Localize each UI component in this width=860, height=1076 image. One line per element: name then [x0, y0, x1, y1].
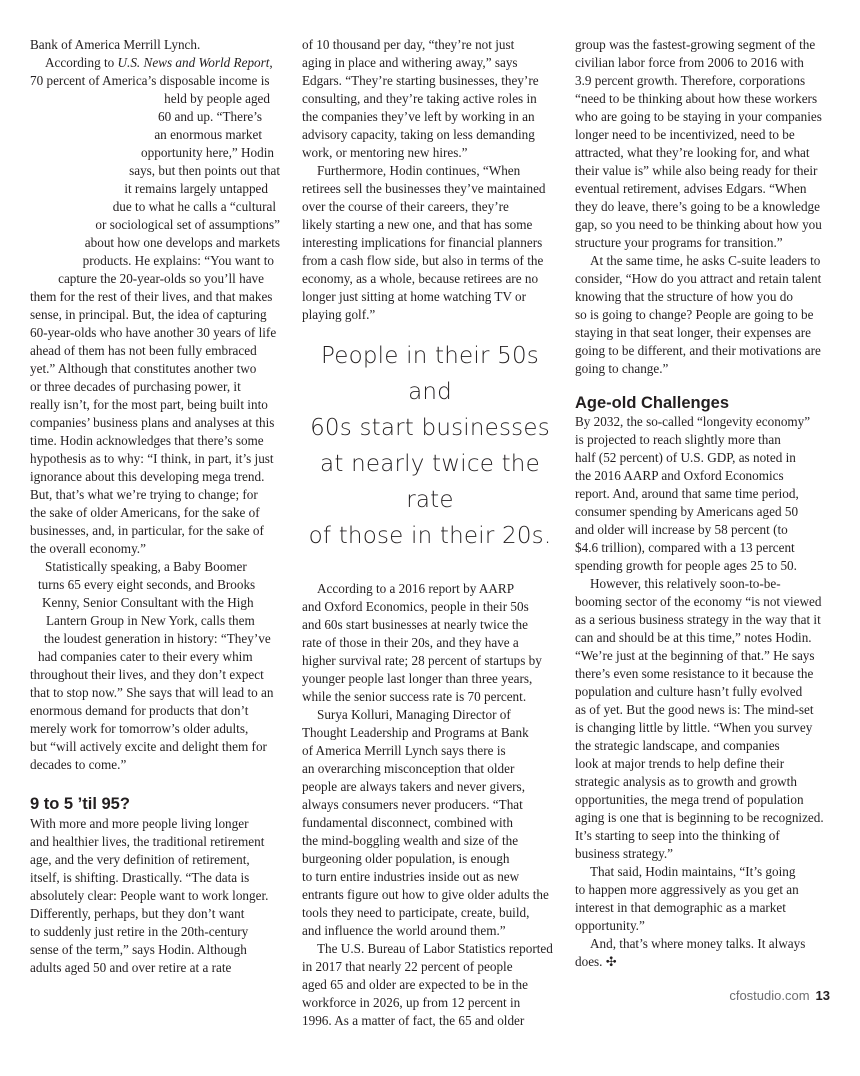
body-line: and 60s start businesses at nearly twice the: [302, 617, 528, 632]
body-line: “need to be thinking about how these workers: [575, 91, 818, 106]
body-line: 3.9 percent growth. Therefore, corporations: [575, 73, 806, 88]
body-line: due to what he calls a “cultural: [112, 199, 276, 214]
body-line: and influence the world around them.”: [302, 923, 506, 938]
body-line: spending growth for people ages 25 to 50.: [575, 558, 797, 573]
body-line: and older will increase by 58 percent (to: [575, 522, 788, 537]
body-line: the loudest generation in history: “They’ve: [44, 631, 271, 646]
body-line: or three decades of purchasing power, it: [30, 379, 241, 394]
body-line: economy, as a whole, because retirees are no: [302, 271, 539, 286]
section-heading: 9 to 5 ’til 95?: [30, 795, 130, 813]
pull-quote-line: People in their 50s and: [321, 343, 539, 405]
body-line: enormous demand for products that don’t: [30, 703, 249, 718]
body-line: playing golf.”: [302, 307, 376, 322]
body-line: workforce in 2026, up from 12 percent in: [302, 995, 521, 1010]
body-line: likely starting a new one, and that has some: [302, 217, 533, 232]
publication-title: U.S. News and World Report: [117, 55, 270, 70]
body-line: had companies cater to their every whim: [38, 649, 253, 664]
body-line: there’s even some resistance to it because the: [575, 666, 814, 681]
body-line: held by people aged: [164, 91, 270, 106]
pull-quote-line: of those in their 20s.: [308, 523, 552, 549]
body-line: fundamental disconnect, combined with: [302, 815, 513, 830]
body-line: to turn entire industries inside out as new: [302, 869, 520, 884]
body-line: hypothesis as to why: “I think, in part, it’s just: [30, 451, 274, 466]
body-line: booming sector of the economy “is not viewed: [575, 594, 822, 609]
body-line: the strategic landscape, and companies: [575, 738, 780, 753]
body-line: population and culture hasn’t fully evolved: [575, 684, 803, 699]
body-line: people are always takers and never givers,: [302, 779, 525, 794]
body-line: the 2016 AARP and Oxford Economics: [575, 468, 784, 483]
body-line: in 2017 that nearly 22 percent of people: [302, 959, 513, 974]
footer-site: cfostudio.com: [729, 988, 810, 1003]
page-number: 13: [815, 988, 830, 1003]
body-line: but “will actively excite and delight them for: [30, 739, 267, 754]
body-line: that to stop now.” She says that will lead to an: [30, 685, 274, 700]
body-line: staying in that seat longer, their expenses are: [575, 325, 812, 340]
body-line: going to be different, and their motivations are: [575, 343, 821, 358]
body-line: tools they need to participate, create, build,: [302, 905, 530, 920]
body-line: as a serious business strategy in the way that it: [575, 612, 821, 627]
body-line: and Oxford Economics, people in their 50s: [302, 599, 529, 614]
body-line: they do leave, there’s going to be a knowledge: [575, 199, 820, 214]
body-line: aged 65 and older are expected to be in the: [302, 977, 528, 992]
body-line: According to U.S. News and World Report,: [45, 55, 273, 70]
body-line: and healthier lives, the traditional retirement: [30, 834, 265, 849]
body-line: about how one develops and markets: [84, 235, 280, 250]
body-line: aging in place and withering away,” says: [302, 55, 518, 70]
body-line: to suddenly just retire in the 20th-century: [30, 924, 249, 939]
body-line: sense of the term,” says Hodin. Although: [30, 942, 247, 957]
body-line: interesting implications for financial planners: [302, 235, 543, 250]
body-line: 60-year-olds who have another 30 years of life: [30, 325, 277, 340]
article-column-1: [30, 36, 280, 977]
pull-quote: [302, 338, 558, 554]
body-line: Furthermore, Hodin continues, “When: [317, 163, 521, 178]
pull-quote-line: 60s start businesses: [310, 415, 550, 441]
body-line: According to a 2016 report by AARP: [317, 581, 515, 596]
section-heading: Age-old Challenges: [575, 394, 730, 412]
body-line: or sociological set of assumptions”: [95, 217, 280, 232]
body-line: an overarching misconception that older: [302, 761, 515, 776]
body-line: eventual retirement, advises Edgars. “When: [575, 181, 807, 196]
body-line: consider, “How do you attract and retain talent: [575, 271, 822, 286]
body-line: is changing little by little. “When you survey: [575, 720, 813, 735]
body-line: Thought Leadership and Programs at Bank: [302, 725, 529, 740]
body-line: With more and more people living longer: [30, 816, 249, 831]
page-footer: [729, 988, 830, 1003]
article-column-3: [575, 36, 833, 971]
body-line: does. ✣: [575, 954, 617, 969]
body-line: the mind-boggling wealth and size of the: [302, 833, 519, 848]
body-line: over the course of their careers, they’re: [302, 199, 509, 214]
body-line: their value is” while also being ready for their: [575, 163, 818, 178]
body-line: throughout their lives, and they don’t expect: [30, 667, 264, 682]
body-line: interest in that demographic as a market: [575, 900, 786, 915]
body-line: the sake of older Americans, for the sake of: [30, 505, 260, 520]
body-line: And, that’s where money talks. It always: [590, 936, 806, 951]
body-line: Edgars. “They’re starting businesses, they’re: [302, 73, 539, 88]
body-line: is projected to reach slightly more than: [575, 432, 781, 447]
body-line: of America Merrill Lynch says there is: [302, 743, 506, 758]
body-line: The U.S. Bureau of Labor Statistics reported: [317, 941, 553, 956]
body-line: civilian labor force from 2006 to 2016 with: [575, 55, 804, 70]
body-line: business strategy.”: [575, 846, 674, 861]
body-line: turns 65 every eight seconds, and Brooks: [38, 577, 256, 592]
body-line: adults aged 50 and over retire at a rate: [30, 960, 232, 975]
pull-quote-line: at nearly twice the rate: [320, 451, 540, 513]
body-line: higher survival rate; 28 percent of startups by: [302, 653, 542, 668]
body-line: decades to come.”: [30, 757, 127, 772]
body-line: really isn’t, for the most part, being built into: [30, 397, 268, 412]
body-line: companies’ business plans and analyses at this: [30, 415, 275, 430]
article-column-2: [302, 36, 558, 1030]
body-line: 1996. As a matter of fact, the 65 and older: [302, 1013, 525, 1028]
body-line: as of yet. But the good news is: The mind-set: [575, 702, 814, 717]
body-line: entrants figure out how to give older adults the: [302, 887, 549, 902]
body-line: It’s starting to seep into the thinking of: [575, 828, 780, 843]
body-line: longer need to be incentivized, need to be: [575, 127, 795, 142]
body-line: the overall economy.”: [30, 541, 146, 556]
body-line: Differently, perhaps, but they don’t want: [30, 906, 245, 921]
body-line: That said, Hodin maintains, “It’s going: [590, 864, 796, 879]
body-line: burgeoning older population, is enough: [302, 851, 510, 866]
body-line: sense, in principal. But, the idea of capturing: [30, 307, 267, 322]
body-line: At the same time, he asks C-suite leaders to: [590, 253, 821, 268]
body-line: rate of those in their 20s, and they have a: [302, 635, 519, 650]
body-line: absolutely clear: People want to work longer.: [30, 888, 269, 903]
body-line: businesses, and, in particular, for the sake of: [30, 523, 264, 538]
body-line: always consumers never producers. “That: [302, 797, 523, 812]
body-line: attracted, what they’re looking for, and what: [575, 145, 810, 160]
body-line: ahead of them has not been fully embraced: [30, 343, 257, 358]
body-line: 70 percent of America’s disposable income is: [30, 73, 270, 88]
body-line: age, and the very definition of retirement,: [30, 852, 250, 867]
body-line: “We’re just at the beginning of that.” He says: [575, 648, 815, 663]
body-line: it remains largely untapped: [124, 181, 268, 196]
body-line: work, or mentoring new hires.”: [302, 145, 468, 160]
body-line: who are going to be staying in your companies: [575, 109, 822, 124]
body-line: longer just sitting at home watching TV or: [302, 289, 527, 304]
body-line: younger people last longer than three years,: [302, 671, 533, 686]
body-line: consumer spending by Americans aged 50: [575, 504, 799, 519]
body-line: of 10 thousand per day, “they’re not just: [302, 37, 515, 52]
body-line: while the senior success rate is 70 percent.: [302, 689, 527, 704]
body-line: opportunity here,” Hodin: [141, 145, 274, 160]
body-line: Statistically speaking, a Baby Boomer: [45, 559, 247, 574]
body-line: capture the 20-year-olds so you’ll have: [58, 271, 264, 286]
body-line: advisory capacity, taking on less demanding: [302, 127, 535, 142]
body-line: Kenny, Senior Consultant with the High: [42, 595, 254, 610]
body-line: consulting, and they’re taking active roles in: [302, 91, 537, 106]
body-line: opportunities, the mega trend of population: [575, 792, 804, 807]
body-line: time. Hodin acknowledges that there’s some: [30, 433, 264, 448]
body-line: half (52 percent) of U.S. GDP, as noted in: [575, 450, 796, 465]
body-line: $4.6 trillion), compared with a 13 percent: [575, 540, 795, 555]
body-line: 60 and up. “There’s: [158, 109, 262, 124]
body-line: to happen more aggressively as you get an: [575, 882, 799, 897]
body-line: so is going to change? People are going to be: [575, 307, 814, 322]
body-line: Surya Kolluri, Managing Director of: [317, 707, 511, 722]
body-line: strategic analysis as to growth and growth: [575, 774, 797, 789]
body-line: products. He explains: “You want to: [82, 253, 274, 268]
body-line: says, but then points out that: [129, 163, 280, 178]
body-line: group was the fastest-growing segment of the: [575, 37, 816, 52]
body-line: the companies they’ve left by working in an: [302, 109, 535, 124]
body-line: However, this relatively soon-to-be-: [590, 576, 781, 591]
body-line: look at major trends to help define their: [575, 756, 785, 771]
body-line: retirees sell the businesses they’ve maintained: [302, 181, 546, 196]
body-line: from a cash flow side, but also in terms of the: [302, 253, 544, 268]
body-line: going to change.”: [575, 361, 669, 376]
body-line: merely work for tomorrow’s older adults,: [30, 721, 249, 736]
body-line: structure your programs for transition.”: [575, 235, 783, 250]
body-line: Bank of America Merrill Lynch.: [30, 37, 201, 52]
body-line: knowing that the structure of how you do: [575, 289, 793, 304]
body-line: But, that’s what we’re trying to change; for: [30, 487, 258, 502]
body-line: opportunity.”: [575, 918, 645, 933]
body-line: them for the rest of their lives, and that makes: [30, 289, 273, 304]
body-line: yet.” Although that constitutes another two: [30, 361, 257, 376]
body-line: itself, is shifting. Drastically. “The data is: [30, 870, 250, 885]
body-line: By 2032, the so-called “longevity economy”: [575, 414, 811, 429]
body-line: Lantern Group in New York, calls them: [46, 613, 255, 628]
body-line: an enormous market: [154, 127, 262, 142]
body-line: gap, so you need to be thinking about how you: [575, 217, 822, 232]
body-line: ignorance about this developing mega trend.: [30, 469, 265, 484]
body-line: report. And, around that same time period,: [575, 486, 799, 501]
body-line: can and should be at this time,” notes Hodin.: [575, 630, 812, 645]
body-line: aging is one that is beginning to be recognized.: [575, 810, 824, 825]
